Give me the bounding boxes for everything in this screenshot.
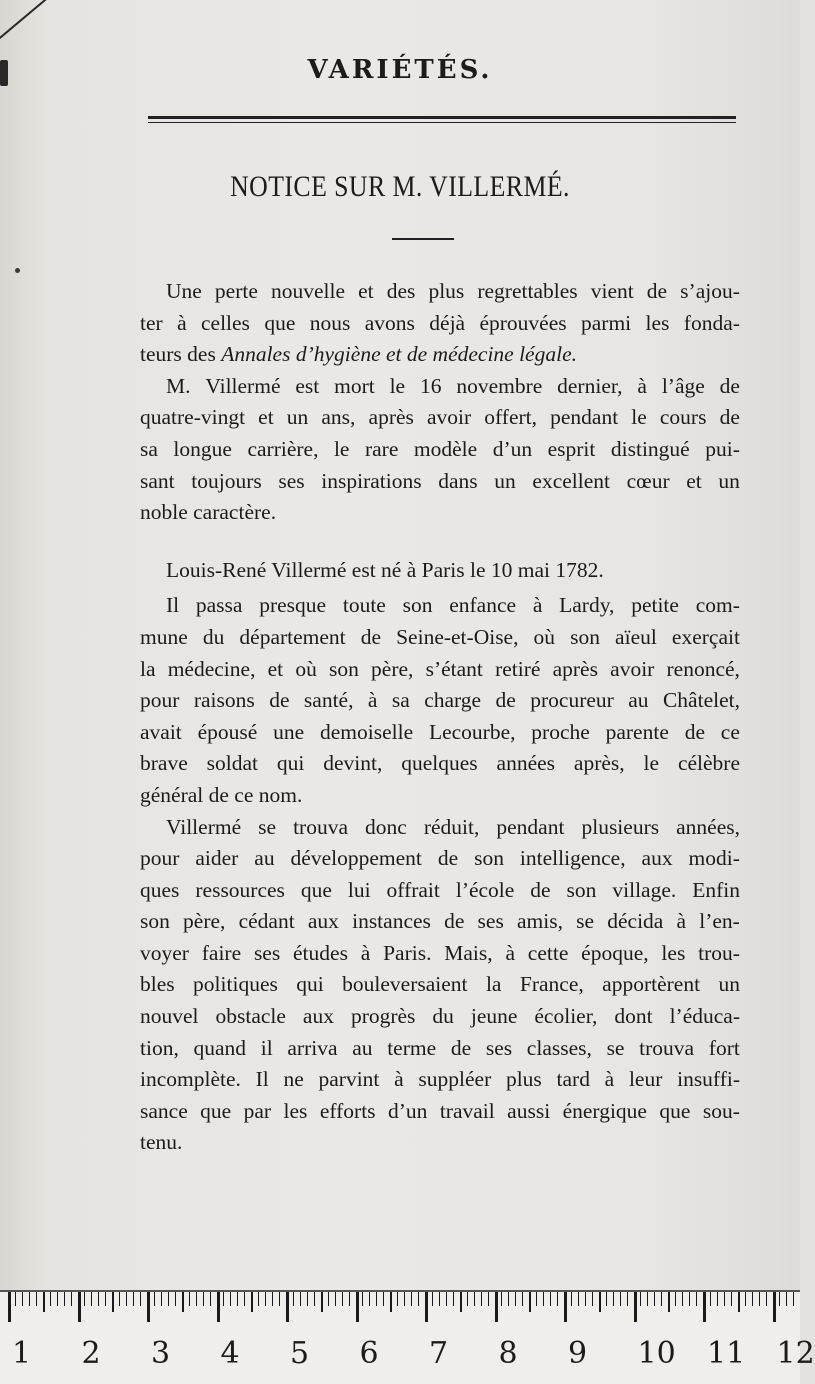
ruler-tick [439, 1292, 440, 1306]
ruler-tick [488, 1292, 489, 1306]
ruler-tick [738, 1292, 740, 1312]
ruler-label: 9 [568, 1336, 588, 1371]
ruler-tick [390, 1292, 392, 1312]
ruler-tick [578, 1292, 579, 1306]
ruler-tick [293, 1292, 294, 1306]
ruler-label: 12 [776, 1336, 815, 1371]
running-title: VARIÉTÉS. [307, 55, 493, 85]
text-line: Louis-René Villermé est né à Paris le 10 mai 1782. [166, 557, 604, 582]
ruler-tick [328, 1292, 329, 1306]
header-rule-thin [148, 122, 736, 123]
ruler-tick [467, 1292, 468, 1306]
text-line: ter à celles que nous avons déjà éprouvées parmi les fonda- [140, 310, 740, 335]
ruler-tick [168, 1292, 169, 1306]
ruler-tick [627, 1292, 628, 1306]
ruler-tick [196, 1292, 197, 1306]
ruler-tick [460, 1292, 462, 1312]
ruler-tick [203, 1292, 204, 1306]
ruler-tick [43, 1292, 45, 1312]
article-body [140, 276, 740, 1159]
text-line: tenu. [140, 1130, 183, 1155]
text-line: brave soldat qui devint, quelques années après, le célèbre [140, 751, 740, 776]
ruler-tick [279, 1292, 280, 1306]
ruler-tick [606, 1292, 607, 1306]
ruler-tick [731, 1292, 732, 1306]
ruler-tick [182, 1292, 184, 1312]
ruler-tick [425, 1292, 428, 1322]
text-span: teurs des [140, 342, 222, 367]
ruler-tick [745, 1292, 746, 1306]
text-line: nouvel obstacle aux progrès du jeune écolier, dont l’éduca- [140, 1004, 740, 1029]
ruler-tick [661, 1292, 662, 1306]
ruler-tick [793, 1292, 794, 1306]
paragraph [140, 276, 740, 371]
ruler-tick [335, 1292, 336, 1306]
ruler-label: 1 [12, 1336, 32, 1371]
ruler-tick [376, 1292, 377, 1306]
ruler-tick [78, 1292, 81, 1322]
ruler-label: 8 [498, 1336, 518, 1371]
ruler-tick [286, 1292, 289, 1322]
paragraph-gap [140, 529, 740, 555]
ruler-tick [654, 1292, 655, 1306]
ruler-label: 3 [151, 1336, 171, 1371]
text-line: pour aider au développement de son intelligence, aux modi- [140, 846, 740, 871]
ruler-tick [675, 1292, 676, 1306]
ruler-tick [237, 1292, 238, 1306]
ruler-tick [717, 1292, 718, 1306]
ruler-tick [140, 1292, 141, 1306]
text-line: avait épousé une demoiselle Lecourbe, proche parente de ce [140, 719, 740, 744]
ruler-tick [314, 1292, 315, 1306]
text-line: pour raisons de santé, à sa charge de procureur au Châtelet, [140, 688, 740, 713]
ruler-tick [362, 1292, 363, 1306]
ruler-tick [251, 1292, 253, 1312]
text-line: sa longue carrière, le rare modèle d’un esprit distingué pui- [140, 436, 740, 461]
paragraph [140, 590, 740, 811]
ruler-tick [564, 1292, 567, 1322]
text-line: son père, cédant aux instances de ses amis, se décida à l’en- [140, 909, 740, 934]
ruler-tick [64, 1292, 65, 1306]
ruler-tick [759, 1292, 760, 1306]
ruler-tick [515, 1292, 516, 1306]
ruler-tick [724, 1292, 725, 1306]
ruler-label: 4 [220, 1336, 240, 1371]
ruler-tick [397, 1292, 398, 1306]
ruler-tick [119, 1292, 120, 1306]
text-line: Villermé se trouva donc réduit, pendant plusieurs années, [166, 814, 740, 839]
text-line: Il passa presque toute son enfance à Lardy, petite com- [166, 593, 740, 618]
ruler-tick [592, 1292, 593, 1306]
ruler-tick [105, 1292, 106, 1306]
text-line: général de ce nom. [140, 782, 303, 807]
ruler-label: 5 [290, 1336, 310, 1371]
ruler-tick [557, 1292, 558, 1306]
ruler-tick [175, 1292, 176, 1306]
ruler-tick [36, 1292, 37, 1306]
ruler-label: 11 [707, 1336, 746, 1371]
ruler-tick [529, 1292, 531, 1312]
ruler-tick [585, 1292, 586, 1306]
ruler-tick [133, 1292, 134, 1306]
ruler-tick [613, 1292, 614, 1306]
ruler-tick [321, 1292, 323, 1312]
measuring-ruler [0, 1290, 815, 1384]
ruler-label: 2 [81, 1336, 101, 1371]
ruler-tick [682, 1292, 683, 1306]
ruler-tick [634, 1292, 637, 1322]
text-line: tion, quand il arriva au terme de ses classes, se trouva fort [140, 1035, 740, 1060]
ruler-tick [696, 1292, 697, 1306]
paragraph [140, 371, 740, 529]
ruler-tick [8, 1292, 11, 1322]
ruler-tick [620, 1292, 621, 1306]
text-line: sant toujours ses inspirations dans un excellent cœur et un [140, 468, 740, 493]
text-line: incomplète. Il ne parvint à suppléer plus tard à leur insuffi- [140, 1067, 740, 1092]
ruler-tick [501, 1292, 502, 1306]
ruler-tick [571, 1292, 572, 1306]
ruler-tick [57, 1292, 58, 1306]
ruler-tick [383, 1292, 384, 1306]
paragraph [140, 812, 740, 1160]
ruler-tick [536, 1292, 537, 1306]
ruler-tick [411, 1292, 412, 1306]
ruler-tick [773, 1292, 776, 1322]
ruler-tick [84, 1292, 85, 1306]
ruler-tick [230, 1292, 231, 1306]
text-line [140, 339, 740, 371]
text-line: M. Villermé est mort le 16 novembre dernier, à l’âge de [166, 373, 740, 398]
ruler-tick [689, 1292, 690, 1306]
ruler-tick [272, 1292, 273, 1306]
ruler-tick [710, 1292, 711, 1306]
ruler-tick [786, 1292, 787, 1306]
ruler-tick [508, 1292, 509, 1306]
journal-title: Annales d’hygiène et de médecine légale. [221, 342, 577, 367]
ruler-tick [550, 1292, 551, 1306]
ruler-tick [543, 1292, 544, 1306]
text-line: Une perte nouvelle et des plus regrettables vient de s’ajou- [166, 279, 740, 303]
text-line: mune du département de Seine-et-Oise, où son aïeul exerçait [140, 624, 740, 649]
ruler-tick [668, 1292, 670, 1312]
ruler-tick [71, 1292, 72, 1306]
ruler-tick [432, 1292, 433, 1306]
ruler-tick [258, 1292, 259, 1306]
ruler-tick [752, 1292, 753, 1306]
header-rule [148, 116, 736, 119]
text-line: quatre-vingt et un ans, après avoir offert, pendant le cours de [140, 405, 740, 430]
ruler-tick [640, 1292, 641, 1306]
ruler-tick [244, 1292, 245, 1306]
article-title: NOTICE SUR M. VILLERMÉ. [230, 170, 570, 203]
text-line: voyer faire ses études à Paris. Mais, à cette époque, les trou- [140, 940, 740, 965]
ruler-label: 6 [359, 1336, 379, 1371]
ruler-label: 10 [637, 1336, 676, 1371]
text-line: noble caractère. [140, 500, 277, 525]
ruler-tick [495, 1292, 498, 1322]
ruler-tick [307, 1292, 308, 1306]
ruler-tick [300, 1292, 301, 1306]
paragraph [140, 555, 740, 587]
ruler-tick [766, 1292, 767, 1306]
text-line: ques ressources que lui offrait l’école de son village. Enfin [140, 877, 740, 902]
ruler-tick [161, 1292, 162, 1306]
ruler-tick [217, 1292, 220, 1322]
ruler-tick [481, 1292, 482, 1306]
ruler-tick [453, 1292, 454, 1306]
ruler-tick [112, 1292, 114, 1312]
ruler-tick [147, 1292, 150, 1322]
text-line: sance que par les efforts d’un travail aussi énergique que sou- [140, 1098, 740, 1123]
ruler-tick [223, 1292, 224, 1306]
ruler-tick [91, 1292, 92, 1306]
ruler-tick [15, 1292, 16, 1306]
ruler-tick [446, 1292, 447, 1306]
text-line: bles politiques qui bouleversaient la France, apportèrent un [140, 972, 740, 997]
ruler-tick [418, 1292, 419, 1306]
ruler-tick [342, 1292, 343, 1306]
ruler-tick [29, 1292, 30, 1306]
ruler-tick [474, 1292, 475, 1306]
text-line: la médecine, et où son père, s’étant retiré après avoir renoncé, [140, 656, 740, 681]
ruler-tick [189, 1292, 190, 1306]
ruler-tick [349, 1292, 350, 1306]
ruler-tick [404, 1292, 405, 1306]
ruler-tick [599, 1292, 601, 1312]
ruler-tick [50, 1292, 51, 1306]
ruler-tick [265, 1292, 266, 1306]
ruler-tick [356, 1292, 359, 1322]
ruler-tick [647, 1292, 648, 1306]
ruler-tick [703, 1292, 706, 1322]
ruler-tick [369, 1292, 370, 1306]
ruler-tick [779, 1292, 780, 1306]
speck [15, 268, 20, 273]
ruler-tick [22, 1292, 23, 1306]
ruler-label: 7 [429, 1336, 449, 1371]
ruler-tick [154, 1292, 155, 1306]
ruler-tick [522, 1292, 523, 1306]
title-rule [392, 238, 454, 240]
ruler-tick [98, 1292, 99, 1306]
ruler-tick [210, 1292, 211, 1306]
ruler-tick [126, 1292, 127, 1306]
